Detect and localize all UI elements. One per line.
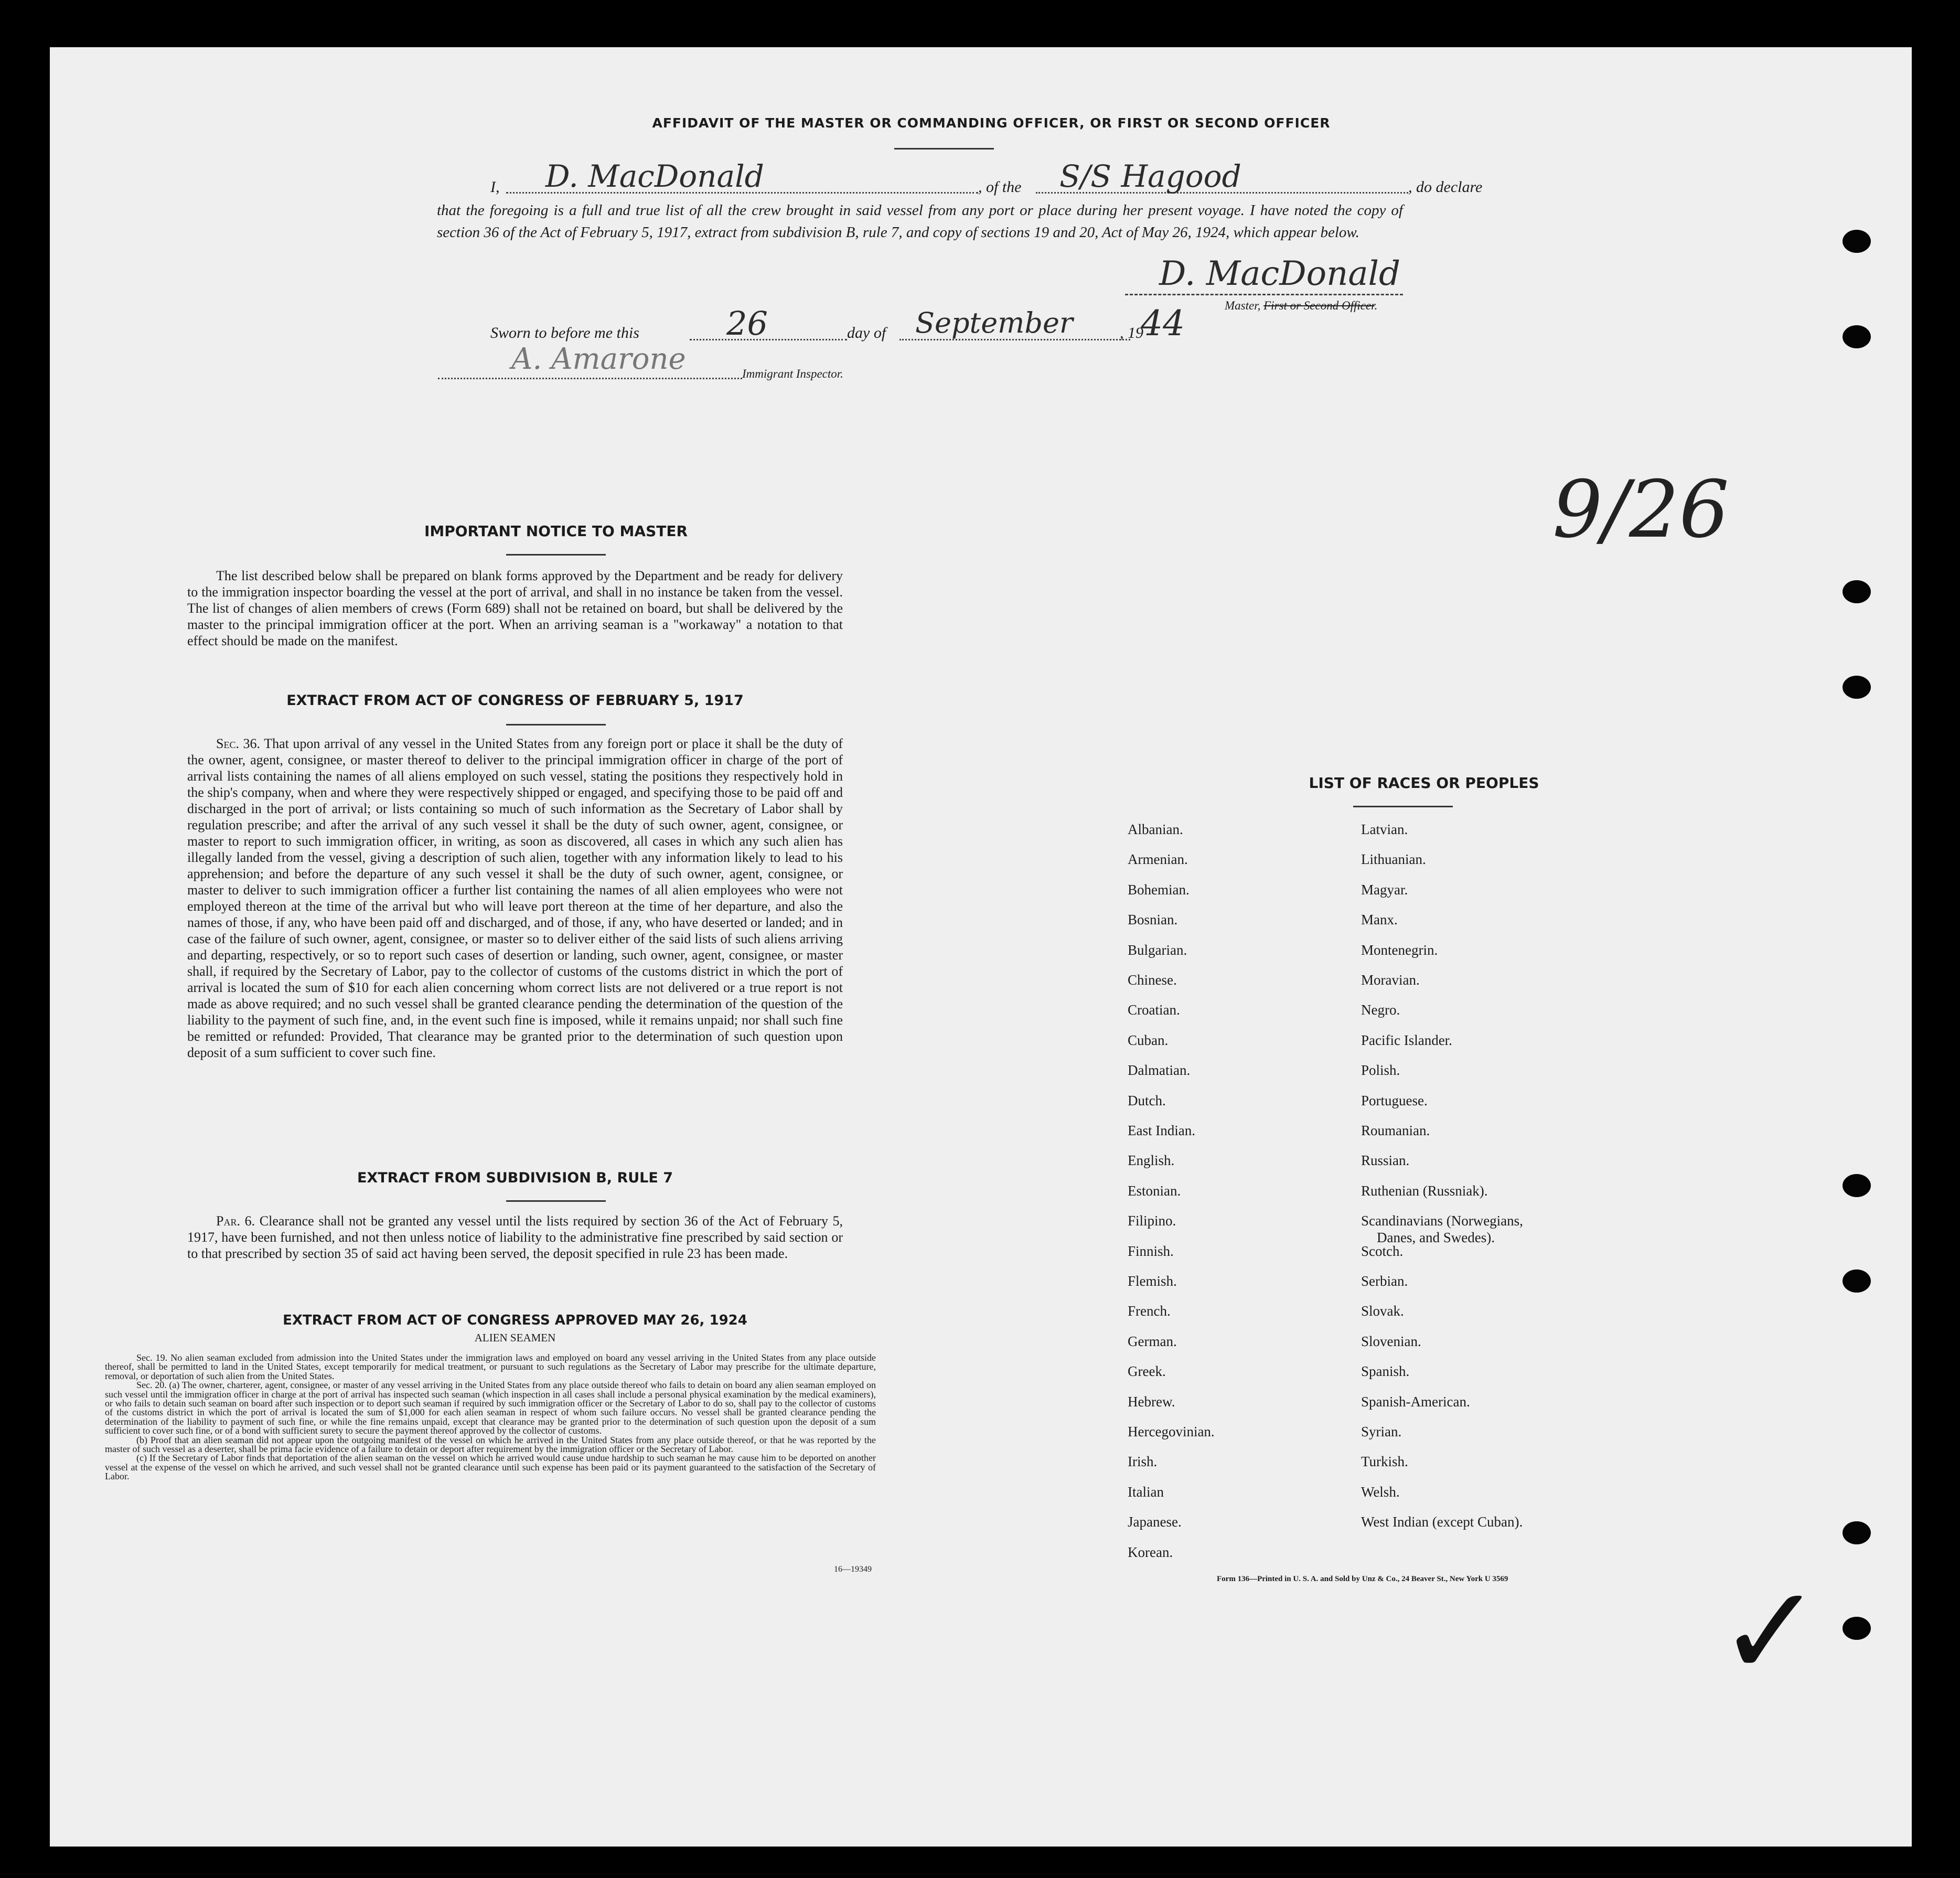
affidavit-title: AFFIDAVIT OF THE MASTER OR COMMANDING OFFICER, OR FIRST OR SECOND OFFICER bbox=[652, 115, 1331, 131]
declaration-text: that the foregoing is a full and true list of all the crew brought in said vessel from any port or place during her present voyage. I have noted the copy of section 36 of the Act of February 5, 1917, extract from subdivision B, rule 7, and copy of sections 19 and 20, Act of May 26, 1924, which appear below. bbox=[437, 202, 1403, 241]
document-page bbox=[50, 47, 1912, 1847]
race-item: Russian. bbox=[1361, 1153, 1410, 1169]
punch-hole bbox=[1843, 580, 1871, 603]
title-rule bbox=[894, 148, 994, 150]
race-item: Lithuanian. bbox=[1361, 851, 1426, 868]
race-item: Estonian. bbox=[1128, 1182, 1181, 1199]
race-item: East Indian. bbox=[1128, 1123, 1195, 1138]
race-item: Bosnian. bbox=[1128, 912, 1178, 928]
race-item: Danes, and Swedes). bbox=[1377, 1230, 1495, 1246]
race-item: Hercegovinian. bbox=[1128, 1424, 1215, 1439]
day-line bbox=[690, 320, 847, 340]
race-item: Japanese. bbox=[1128, 1514, 1182, 1530]
rule-7-body bbox=[187, 1213, 843, 1262]
inspector-caption: Immigrant Inspector. bbox=[742, 367, 843, 380]
race-item: Filipino. bbox=[1128, 1213, 1176, 1229]
punch-hole bbox=[1843, 325, 1871, 348]
i-label: I, bbox=[490, 178, 500, 196]
race-item: Turkish. bbox=[1361, 1454, 1408, 1470]
form-footer: Form 136—Printed in U. S. A. and Sold by Unz & Co., 24 Beaver St., New York U 3569 bbox=[1217, 1575, 1508, 1583]
sec-20b-text: (b) Proof that an alien seaman did not appear upon the outgoing manifest of the vessel on which he arrived in the United States from any place outside thereof, or that he was reported by the master of such vessel as a deserter, shall be prima facie evidence of a failure to detain or deport after requirement by the immigration officer or the Secretary of Labor. bbox=[105, 1434, 876, 1455]
sec-20c-text: (c) If the Secretary of Labor finds that deportation of the alien seaman on the vessel on which he arrived would cause undue hardship to such seaman he may cause him to be deported on another vessel at the expense of the vessel on which he arrived, and such vessel shall not be granted clearance until such expense has been paid or its payment guaranteed to the satisfaction of the Secretary of Labor. bbox=[105, 1453, 876, 1482]
race-item: Dalmatian. bbox=[1128, 1062, 1191, 1079]
master-signature: D. MacDonald bbox=[1159, 254, 1400, 293]
race-item: Armenian. bbox=[1128, 851, 1188, 868]
master-caption-label: Master, bbox=[1225, 299, 1261, 312]
extract-1917-title: EXTRACT FROM ACT OF CONGRESS OF FEBRUARY 5, 1917 bbox=[286, 692, 744, 709]
notice-text: The list described below shall be prepared on blank forms approved by the Department and be ready for delivery to the immigration inspector boarding the vessel at the port of arrival, and shall in no instance be taken from the vessel. The list of changes of alien members of crews (Form 689) shall not be retained on board, but shall be delivered by the master to the principal immigration officer at the port. When an arriving seaman is a "workaway" a notation to that effect should be made on the manifest. bbox=[187, 568, 843, 648]
race-item: Manx. bbox=[1361, 912, 1398, 928]
race-item: Scandinavians (Norwegians, bbox=[1361, 1213, 1523, 1229]
sworn-label: Sworn to before me this bbox=[490, 324, 639, 342]
race-item: Flemish. bbox=[1128, 1273, 1177, 1289]
signature-line bbox=[1125, 294, 1403, 295]
race-item: French. bbox=[1128, 1303, 1171, 1319]
notice-title: IMPORTANT NOTICE TO MASTER bbox=[424, 522, 688, 540]
of-the-label: , of the bbox=[978, 178, 1022, 196]
race-item: Scotch. bbox=[1361, 1243, 1404, 1259]
par-6-text: Clearance shall not be granted any vessel until the lists required by section 36 of the Act of February 5, 1917, have been furnished, and not then unless notice of liability to the administrative fine prescribed by said section or to that prescribed by section 35 of said act having been served, the deposit specified in rule 23 has been made. bbox=[187, 1213, 843, 1261]
year-prefix: , 19 bbox=[1120, 324, 1143, 342]
do-declare-label: , do declare bbox=[1408, 178, 1483, 196]
race-item: Italian bbox=[1128, 1484, 1164, 1500]
race-item: Dutch. bbox=[1128, 1092, 1166, 1108]
race-item: Bohemian. bbox=[1128, 881, 1190, 898]
sec-36-text: That upon arrival of any vessel in the United States from any foreign port or place it shall be the duty of the owner, agent, consignee, or master thereof to deliver to the principal immigration officer in charge of the port of arrival lists containing the names of all aliens employed on such vessel, stating the positions they respectively hold in the ship's company, when and where they were respectively shipped or engaged, and specifying those to be paid off and discharged in the port of arrival; or lists containing so much of such information as the Secretary of Labor shall by regulation prescribe; and after the arrival of any such vessel it shall be the duty of such owner, agent, consignee, or master to report to such immigration officer, in writing, as soon as discovered, all cases in which any such alien has illegally landed from the vessel, giving a description of such alien, together with any information likely to lead to his apprehension; and before the departure of any such vessel it shall be the duty of such owner, agent, consignee, or master to deliver to such immigration officer a further list containing the names of all alien employees who were not employed thereon at the time of the arrival but who will leave port thereon at the time of her departure, and also the names of those, if any, who have been paid off and discharged, and of those, if any, who have deserted or landed; and in case of the failure of such owner, agent, consignee, or master so to deliver either of the said lists of such aliens arriving and departing, respectively, or so to report such cases of desertion or landing, such owner, agent, consignee, or master shall, if required by the Secretary of Labor, pay to the collector of customs of the customs district in which the port of arrival is located the sum of $10 for each alien concerning whom correct lists are not delivered or a true report is not made as above required; and no such vessel shall be granted clearance pending the determination of the question of the liability to the payment of such fine, and, in the event such fine is imposed, while it remains unpaid; nor shall such fine be remitted or refunded: Provided, That clearance may be granted prior to the determination of such question upon deposit of a sum sufficient to cover such fine. bbox=[187, 736, 843, 1060]
race-item: Spanish. bbox=[1361, 1363, 1410, 1380]
punch-hole bbox=[1843, 676, 1871, 699]
race-item: Spanish-American. bbox=[1361, 1393, 1470, 1410]
extract-1924-body bbox=[105, 1353, 876, 1481]
race-item: Serbian. bbox=[1361, 1273, 1408, 1289]
extract-1924-title: EXTRACT FROM ACT OF CONGRESS APPROVED MAY 26, 1924 bbox=[283, 1313, 747, 1328]
struck-caption: First or Second Officer bbox=[1263, 299, 1375, 312]
year-handwritten: 44 bbox=[1141, 303, 1185, 344]
punch-hole bbox=[1843, 230, 1871, 253]
notice-rule bbox=[506, 554, 606, 556]
race-item: Roumanian. bbox=[1361, 1123, 1430, 1138]
month-handwritten: September bbox=[915, 306, 1073, 339]
race-item: Pacific Islander. bbox=[1361, 1032, 1452, 1048]
sec-36-label: Sec. 36. bbox=[216, 736, 261, 751]
race-item: Montenegrin. bbox=[1361, 942, 1438, 958]
check-mark: ✓ bbox=[1718, 1558, 1824, 1705]
master-name-handwritten: D. MacDonald bbox=[545, 158, 764, 194]
par-6-label: Par. 6. bbox=[216, 1213, 255, 1229]
races-title: LIST OF RACES OR PEOPLES bbox=[1309, 774, 1539, 792]
race-item: English. bbox=[1128, 1153, 1175, 1169]
race-item: Finnish. bbox=[1128, 1243, 1174, 1259]
race-item: Syrian. bbox=[1361, 1424, 1402, 1439]
race-item: Chinese. bbox=[1128, 972, 1177, 988]
extract-1917-body bbox=[187, 735, 843, 1061]
master-caption: Master, First or Second Officer. bbox=[1225, 299, 1378, 312]
day-handwritten: 26 bbox=[726, 304, 768, 343]
race-item: Irish. bbox=[1128, 1454, 1158, 1470]
race-item: Bulgarian. bbox=[1128, 942, 1187, 958]
race-item: Albanian. bbox=[1128, 821, 1183, 837]
race-item: Croatian. bbox=[1128, 1002, 1180, 1018]
punch-hole bbox=[1843, 1174, 1871, 1197]
rule-7-rule bbox=[506, 1200, 606, 1202]
alien-seamen-subtitle: ALIEN SEAMEN bbox=[474, 1331, 556, 1344]
margin-note: 9/26 bbox=[1552, 464, 1729, 556]
day-of-label: day of bbox=[847, 324, 886, 342]
race-item: Welsh. bbox=[1361, 1484, 1400, 1500]
race-item: Hebrew. bbox=[1128, 1393, 1175, 1410]
rule-7-title: EXTRACT FROM SUBDIVISION B, RULE 7 bbox=[357, 1170, 673, 1186]
race-item: Ruthenian (Russniak). bbox=[1361, 1182, 1488, 1199]
race-item: Moravian. bbox=[1361, 972, 1420, 988]
inspector-signature: A. Amarone bbox=[511, 342, 686, 376]
punch-hole bbox=[1843, 1617, 1871, 1640]
punch-hole bbox=[1843, 1521, 1871, 1544]
race-item: Slovak. bbox=[1361, 1303, 1404, 1319]
race-item: German. bbox=[1128, 1333, 1177, 1349]
sec-20a-text: Sec. 20. (a) The owner, charterer, agent, consignee, or master of any vessel arriving in the United States from any place outside thereof who fails to detain on board any alien seaman employed on such vessel until the immigration officer in charge at the port of arrival has inspected such seaman (which inspection in all cases shall include a personal physical examination by the medical examiners), or who fails to detain such seaman on board after such inspection or to deport such seaman if required by such immigration officer or the Secretary of Labor to do so, shall pay to the collector of customs of the customs district in which the port of arrival is located the sum of $1,000 for each alien seaman in respect of whom such failure occurs. No vessel shall be granted clearance pending the determination of the liability to payment of such fine, or while the fine remains unpaid, except that clearance may be granted prior to the determination of such question upon the deposit of a sum sufficient to cover such fine, or of a bond with sufficient surety to secure the payment thereof approved by the collector of customs. bbox=[105, 1380, 876, 1436]
race-item: Negro. bbox=[1361, 1002, 1400, 1018]
race-item: Latvian. bbox=[1361, 821, 1408, 837]
extract-1917-rule bbox=[506, 724, 606, 725]
race-item: West Indian (except Cuban). bbox=[1361, 1514, 1523, 1530]
print-code: 16—19349 bbox=[834, 1565, 872, 1574]
race-item: Korean. bbox=[1128, 1544, 1173, 1560]
races-rule bbox=[1353, 806, 1453, 807]
punch-hole bbox=[1843, 1269, 1871, 1293]
race-item: Magyar. bbox=[1361, 881, 1408, 898]
race-item: Polish. bbox=[1361, 1062, 1400, 1079]
vessel-handwritten: S/S Hagood bbox=[1059, 158, 1241, 194]
race-item: Portuguese. bbox=[1361, 1092, 1428, 1108]
race-item: Greek. bbox=[1128, 1363, 1166, 1380]
race-item: Slovenian. bbox=[1361, 1333, 1421, 1349]
race-item: Cuban. bbox=[1128, 1032, 1169, 1048]
sec-19-text: Sec. 19. No alien seaman excluded from admission into the United States under the immigration laws and employed on board any vessel arriving in the United States from any place outside thereof, shall be permitted to land in the United States, except temporarily for medical treatment, or pursuant to such regulations as the Secretary of Labor may prescribe for the ultimate departure, removal, or deportation of such alien from the United States. bbox=[105, 1352, 876, 1381]
